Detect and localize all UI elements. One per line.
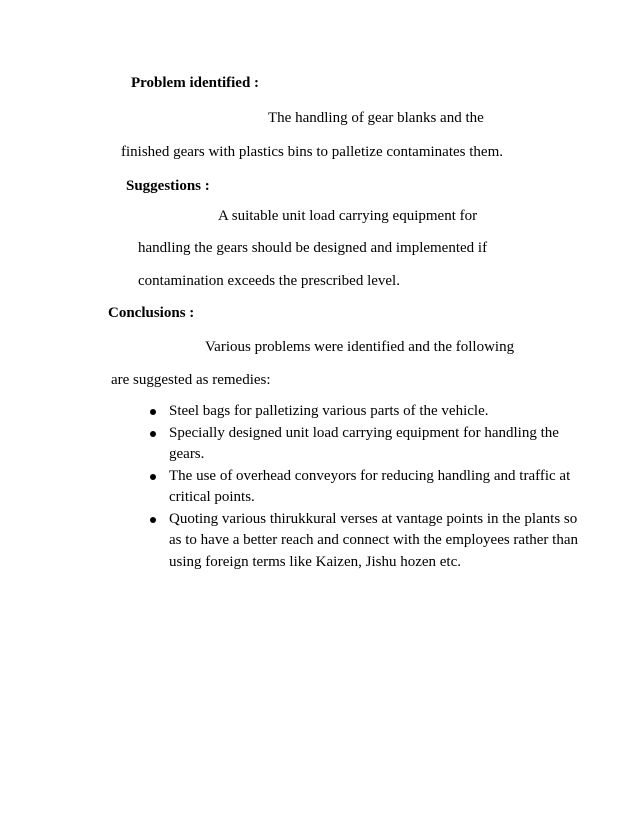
- list-item: [150, 401, 590, 423]
- remedies-list: [150, 401, 590, 573]
- bullet-icon: [150, 474, 156, 480]
- bullet-icon: [150, 409, 156, 415]
- problem-text-line-2: finished gears with plastics bins to palletize contaminates them.: [121, 144, 503, 160]
- list-item: [150, 423, 590, 466]
- suggestions-heading: Suggestions :: [126, 178, 210, 194]
- bullet-icon: [150, 517, 156, 523]
- list-item-text: Specially designed unit load carrying equipment for handling the gears.: [169, 424, 559, 462]
- conclusions-heading: Conclusions :: [108, 305, 195, 321]
- bullet-icon: [150, 431, 156, 437]
- list-item: [150, 509, 590, 574]
- problem-heading: Problem identified :: [131, 75, 260, 91]
- suggestions-text-line-1: A suitable unit load carrying equipment for: [218, 208, 478, 224]
- list-item-text: Steel bags for palletizing various parts of the vehicle.: [169, 403, 489, 419]
- conclusions-text-line-1: Various problems were identified and the following: [205, 339, 515, 355]
- list-item-text: Quoting various thirukkural verses at vantage points in the plants so as to have a better reach and connect with the employees rather than using foreign terms like Kaizen, Jishu hozen etc.: [169, 510, 578, 570]
- conclusions-text-line-2: are suggested as remedies:: [111, 372, 271, 388]
- suggestions-text-line-3: contamination exceeds the prescribed level.: [138, 273, 400, 289]
- problem-text-line-1: The handling of gear blanks and the: [268, 110, 484, 126]
- list-item: [150, 466, 590, 509]
- list-item-text: The use of overhead conveyors for reducing handling and traffic at critical points.: [169, 467, 571, 505]
- suggestions-text-line-2: handling the gears should be designed and implemented if: [138, 240, 488, 256]
